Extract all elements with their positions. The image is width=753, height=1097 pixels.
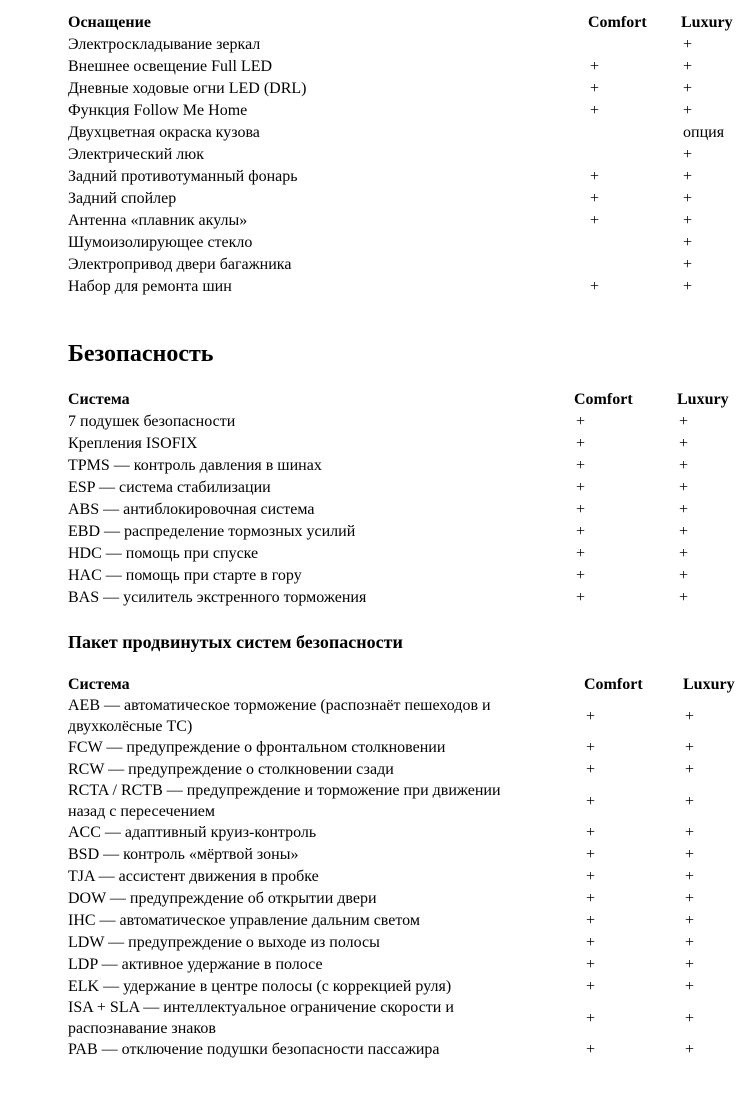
comfort-value: + [576, 545, 586, 562]
table-row [68, 34, 751, 56]
comfort-value: + [590, 190, 600, 207]
table-row [68, 976, 753, 998]
table-row [68, 455, 753, 477]
luxury-value: + [685, 1041, 695, 1058]
table-row [68, 954, 753, 976]
table-row [68, 822, 753, 844]
table-row [68, 844, 753, 866]
luxury-value: + [683, 212, 693, 229]
luxury-value: + [685, 912, 695, 929]
feature-name: Шумоизолирующее стекло [68, 234, 253, 251]
feature-name: Набор для ремонта шин [68, 278, 232, 295]
header-comfort: Comfort [588, 14, 647, 31]
luxury-value: + [683, 102, 693, 119]
table-header [68, 389, 753, 411]
feature-name: Двухцветная окраска кузова [68, 124, 260, 141]
comfort-value: + [586, 846, 596, 863]
header-feature: Оснащение [68, 14, 151, 31]
comfort-value: + [590, 58, 600, 75]
table-row [68, 737, 753, 759]
luxury-value: + [679, 523, 689, 540]
feature-name: AEB — автоматическое торможение (распознаёт пешеходов и двухколёсные ТС) [68, 697, 491, 735]
table-row [68, 781, 753, 822]
feature-name: ISA + SLA — интеллектуальное ограничение скорости и распознавание знаков [68, 999, 454, 1037]
luxury-value: + [679, 457, 689, 474]
safety-table [68, 389, 753, 609]
comfort-value: + [576, 589, 586, 606]
luxury-value: + [683, 278, 693, 295]
luxury-value: + [679, 435, 689, 452]
feature-name: DOW — предупреждение об открытии двери [68, 889, 377, 907]
luxury-value: + [679, 501, 689, 518]
table-row [68, 276, 751, 298]
feature-name: 7 подушек безопасности [68, 413, 236, 430]
luxury-value: + [683, 168, 693, 185]
luxury-value: опция [683, 124, 725, 141]
feature-name: HDC — помощь при спуске [68, 545, 259, 562]
table-row [68, 759, 753, 781]
luxury-value: + [685, 956, 695, 973]
luxury-value: + [679, 589, 689, 606]
comfort-value: + [586, 868, 596, 885]
feature-name: Антенна «плавник акулы» [68, 212, 248, 229]
table-row [68, 210, 751, 232]
comfort-value: + [586, 956, 596, 973]
equipment-table [68, 12, 751, 298]
table-row [68, 998, 753, 1039]
feature-name: Крепления ISOFIX [68, 435, 198, 452]
luxury-value: + [685, 739, 695, 756]
feature-name: Электропривод двери багажника [68, 256, 292, 273]
table-row [68, 543, 753, 565]
feature-name: Дневные ходовые огни LED (DRL) [68, 80, 307, 97]
table-row [68, 232, 751, 254]
feature-name: RCTA / RCTB — предупреждение и торможение при движении назад с пересечением [68, 782, 501, 820]
table-row [68, 1039, 753, 1061]
comfort-value: + [576, 501, 586, 518]
table-row [68, 696, 753, 737]
feature-name: IHC — автоматическое управление дальним светом [68, 911, 420, 929]
feature-name: BSD — контроль «мёртвой зоны» [68, 845, 299, 863]
comfort-value: + [590, 212, 600, 229]
feature-name: PAB — отключение подушки безопасности пассажира [68, 1040, 440, 1058]
comfort-value: + [590, 168, 600, 185]
safety-heading: Безопасность [68, 341, 214, 367]
luxury-value: + [683, 36, 693, 53]
comfort-value: + [576, 523, 586, 540]
header-luxury: Luxury [683, 676, 735, 693]
adas-table [68, 674, 753, 1061]
feature-name: Внешнее освещение Full LED [68, 58, 273, 75]
table-row [68, 521, 753, 543]
feature-name: Задний спойлер [68, 190, 177, 207]
table-row [68, 433, 753, 455]
luxury-value: + [685, 934, 695, 951]
luxury-value: + [679, 567, 689, 584]
luxury-value: + [685, 1009, 695, 1027]
comfort-value: + [586, 1041, 596, 1058]
table-row [68, 888, 753, 910]
comfort-value: + [576, 457, 586, 474]
feature-name: ACC — адаптивный круиз-контроль [68, 823, 317, 841]
luxury-value: + [685, 978, 695, 995]
comfort-value: + [586, 739, 596, 756]
comfort-value: + [590, 102, 600, 119]
luxury-value: + [679, 479, 689, 496]
table-row [68, 910, 753, 932]
feature-name: BAS — усилитель экстренного торможения [68, 589, 367, 606]
luxury-value: + [683, 256, 693, 273]
table-header [68, 674, 753, 696]
feature-name: ABS — антиблокировочная система [68, 501, 315, 518]
feature-name: ESP — система стабилизации [68, 479, 271, 496]
luxury-value: + [685, 890, 695, 907]
feature-name: TJA — ассистент движения в пробке [68, 867, 319, 885]
table-row [68, 411, 753, 433]
table-row [68, 166, 751, 188]
table-row [68, 565, 753, 587]
luxury-value: + [685, 761, 695, 778]
feature-name: FCW — предупреждение о фронтальном столкновении [68, 738, 446, 756]
table-row [68, 254, 751, 276]
table-row [68, 100, 751, 122]
luxury-value: + [683, 234, 693, 251]
table-header [68, 12, 751, 34]
luxury-value: + [683, 58, 693, 75]
comfort-value: + [586, 792, 596, 810]
feature-name: Электрический люк [68, 146, 205, 163]
table-row [68, 56, 751, 78]
header-feature: Система [68, 676, 130, 693]
table-row [68, 477, 753, 499]
feature-name: Электроскладывание зеркал [68, 36, 261, 53]
adas-heading: Пакет продвинутых систем безопасности [68, 632, 403, 652]
feature-name: HAC — помощь при старте в гору [68, 567, 302, 584]
luxury-value: + [685, 824, 695, 841]
comfort-value: + [586, 934, 596, 951]
comfort-value: + [586, 890, 596, 907]
comfort-value: + [590, 278, 600, 295]
comfort-value: + [590, 80, 600, 97]
comfort-value: + [576, 479, 586, 496]
comfort-value: + [576, 567, 586, 584]
comfort-value: + [586, 978, 596, 995]
luxury-value: + [685, 846, 695, 863]
table-row [68, 587, 753, 609]
table-row [68, 932, 753, 954]
table-row [68, 78, 751, 100]
luxury-value: + [683, 80, 693, 97]
comfort-value: + [576, 435, 586, 452]
luxury-value: + [685, 868, 695, 885]
header-comfort: Comfort [574, 391, 633, 408]
luxury-value: + [679, 413, 689, 430]
feature-name: RCW — предупреждение о столкновении сзади [68, 760, 394, 778]
header-comfort: Comfort [584, 676, 643, 693]
feature-name: LDW — предупреждение о выходе из полосы [68, 933, 380, 951]
comfort-value: + [586, 1009, 596, 1027]
table-row [68, 866, 753, 888]
luxury-value: + [685, 792, 695, 810]
header-luxury: Luxury [681, 14, 733, 31]
comfort-value: + [586, 824, 596, 841]
luxury-value: + [679, 545, 689, 562]
feature-name: EBD — распределение тормозных усилий [68, 523, 356, 540]
table-row [68, 188, 751, 210]
feature-name: LDP — активное удержание в полосе [68, 955, 323, 973]
comfort-value: + [586, 912, 596, 929]
luxury-value: + [685, 707, 695, 725]
luxury-value: + [683, 146, 693, 163]
feature-name: ELK — удержание в центре полосы (с коррекцией руля) [68, 977, 452, 995]
table-row [68, 144, 751, 166]
header-feature: Система [68, 391, 130, 408]
comfort-value: + [586, 707, 596, 725]
feature-name: Задний противотуманный фонарь [68, 168, 298, 185]
comfort-value: + [586, 761, 596, 778]
table-row [68, 499, 753, 521]
table-row [68, 122, 751, 144]
comfort-value: + [576, 413, 586, 430]
feature-name: TPMS — контроль давления в шинах [68, 457, 322, 474]
feature-name: Функция Follow Me Home [68, 102, 248, 119]
header-luxury: Luxury [677, 391, 729, 408]
luxury-value: + [683, 190, 693, 207]
